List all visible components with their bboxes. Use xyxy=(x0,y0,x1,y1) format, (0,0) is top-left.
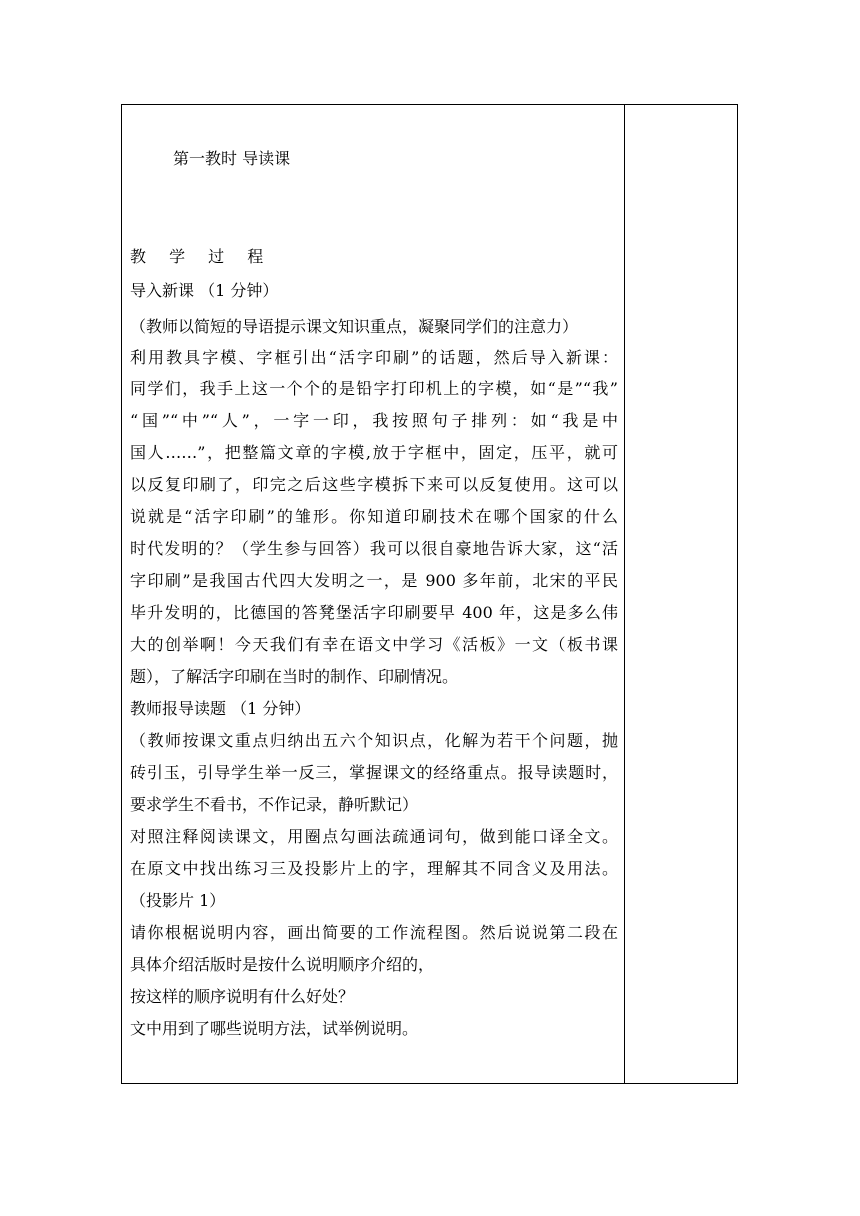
section-heading-teaching-process: 教 学 过 程 xyxy=(130,247,273,266)
paragraph-line: 砖引玉，引导学生举一反三，掌握课文的经络重点。报导读题时， xyxy=(130,763,618,782)
paragraph-line: 同学们，我手上这一个个的是铅字打印机上的字模，如“是”“我” xyxy=(130,379,618,398)
lesson-table xyxy=(121,104,738,1084)
paragraph-line: 按这样的顺序说明有什么好处？ xyxy=(130,987,355,1006)
heading-guide-questions: 教师报导读题 （1 分钟） xyxy=(130,699,311,718)
paragraph-line: 国人……”，把整篇文章的字模,放于字框中，固定，压平，就可 xyxy=(130,443,618,462)
paragraph-line: 要求学生不看书，不作记录，静听默记） xyxy=(130,795,419,814)
paragraph-line: （投影片 1） xyxy=(130,891,226,910)
heading-intro: 导入新课 （1 分钟） xyxy=(130,281,279,300)
paragraph-line: （教师以简短的导语提示课文知识重点，凝聚同学们的注意力） xyxy=(130,317,579,336)
notes-cell xyxy=(625,105,737,1083)
lesson-title: 第一教时 导读课 xyxy=(173,149,291,168)
paragraph-line: 字印刷”是我国古代四大发明之一，是 900 多年前，北宋的平民 xyxy=(130,571,618,590)
paragraph-line: “国”“中”“人”，一字一印，我按照句子排列：如“我是中 xyxy=(130,411,618,430)
paragraph-line: 利用教具字模、字框引出“活字印刷”的话题，然后导入新课： xyxy=(130,348,618,367)
paragraph-line: （教师按课文重点归纳出五六个知识点，化解为若干个问题，抛 xyxy=(130,731,618,750)
paragraph-line: 大的创举啊！今天我们有幸在语文中学习《活板》一文（板书课 xyxy=(130,635,618,654)
paragraph-line: 在原文中找出练习三及投影片上的字，理解其不同含义及用法。 xyxy=(130,859,618,878)
paragraph-line: 文中用到了哪些说明方法，试举例说明。 xyxy=(130,1019,419,1038)
paragraph-line: 以反复印刷了，印完之后这些字模拆下来可以反复使用。这可以 xyxy=(130,475,618,494)
paragraph-line: 具体介绍活版时是按什么说明顺序介绍的， xyxy=(130,955,435,974)
paragraph-line: 时代发明的？（学生参与回答）我可以很自豪地告诉大家，这“活 xyxy=(130,539,618,558)
paragraph-line: 毕升发明的，比德国的答凳堡活字印刷要早 400 年，这是多么伟 xyxy=(130,603,618,622)
paragraph-line: 说就是“活字印刷”的雏形。你知道印刷技术在哪个国家的什么 xyxy=(130,507,618,526)
paragraph-line: 请你根椐说明内容，画出简要的工作流程图。然后说说第二段在 xyxy=(130,923,618,942)
paragraph-line: 对照注释阅读课文，用圈点勾画法疏通词句，做到能口译全文。 xyxy=(130,827,618,846)
paragraph-line: 题），了解活字印刷在当时的制作、印刷情况。 xyxy=(130,667,459,686)
